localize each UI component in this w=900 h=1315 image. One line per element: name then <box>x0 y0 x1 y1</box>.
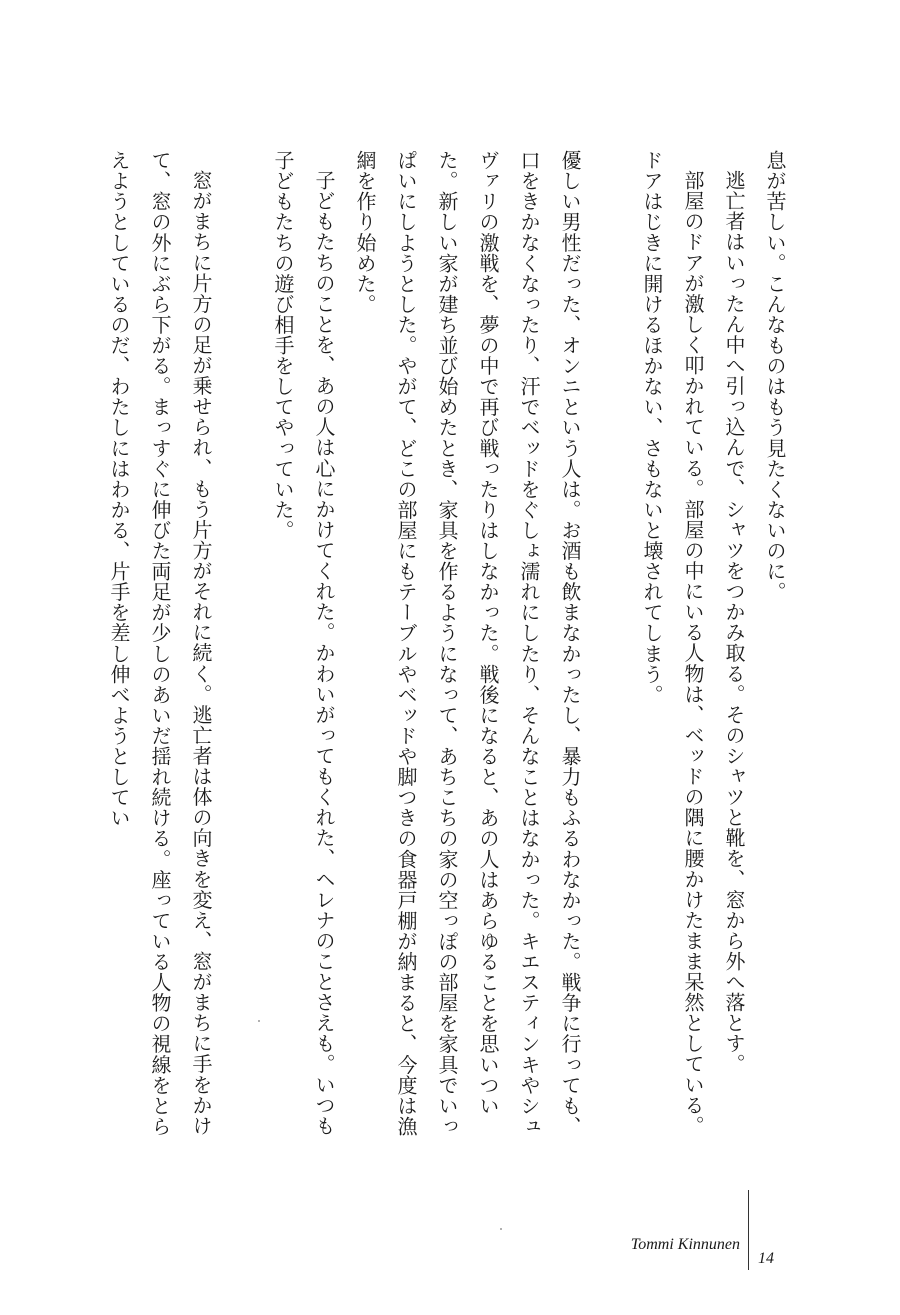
section-break <box>221 150 262 1150</box>
paragraph-2: 逃亡者はいったん中へ引っ込んで、シャツをつかみ取る。そのシャツと靴を、窓から外へ落とす。 <box>722 170 746 1075</box>
paragraph-5: 子どもたちのことを、あの人は心にかけてくれた。かわいがってもくれた、ヘレナのことさえも。いつも子どもたちの遊び相手をしてやっていた。 <box>271 150 336 1136</box>
paragraph-4: 優しい男性だった、オンニという人は。お酒も飲まなかったし、暴力もふるわなかった。戦争に行っても、口をきかなくなったり、汗でベッドをぐしょ濡れにしたり、そんなことはなかった。キエスティンキやシュヴァリの激戦を、夢の中で再び戦ったりはしなかった。戦後になると、あの人はあらゆることを思いついた。新しい家が建ち並び始めたとき、家具を作るようになって、あちこちの家の空っぽの部屋を家具でいっぱいにしようとした。やがて、どこの部屋にもテーブルやベッドや脚つきの食器戸棚が納まると、今度は漁網を作り始めた。 <box>353 150 582 1137</box>
section-break <box>590 150 631 1150</box>
vertical-text-body <box>95 150 795 1150</box>
paragraph-1: 息が苦しい。こんなものはもう見たくないのに。 <box>763 150 787 603</box>
paragraph-3: 部屋のドアが激しく叩かれている。部屋の中にいる人物は、ベッドの隅に腰かけたまま呆然としている。ドアはじきに開けるほかない、さもないと壊されてしまう。 <box>640 150 705 1136</box>
page-number: 14 <box>758 1250 774 1267</box>
paper-speck <box>500 1228 502 1230</box>
page-footer <box>630 1190 810 1280</box>
running-footer-author: Tommi Kinnunen <box>630 1236 740 1253</box>
paragraph-6: 窓がまちに片方の足が乗せられ、もう片方がそれに続く。逃亡者は体の向きを変え、窓がまちに手をかけて、窓の外にぶら下がる。まっすぐに伸びた両足が少しのあいだ揺れ続ける。座っている人物の視線をとらえようとしているのだ、わたしにはわかる、片手を差し伸べようとしてい <box>107 150 213 1137</box>
paper-speck <box>258 1020 260 1022</box>
footer-divider <box>748 1190 749 1270</box>
